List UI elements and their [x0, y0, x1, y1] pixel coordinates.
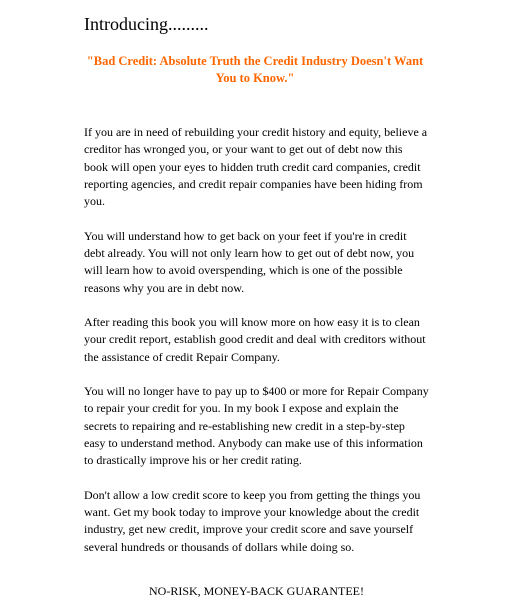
paragraph-get-out-of-debt: You will understand how to get back on your feet if you're in credit debt already. You will not only learn how to get out of debt now, you will learn how to avoid overspending, which is one of the possible reasons why you are in debt now. — [84, 228, 415, 295]
body-text — [84, 124, 429, 573]
guarantee-heading: NO-RISK, MONEY-BACK GUARANTEE! — [149, 584, 364, 598]
paragraph-clean-credit-report: After reading this book you will know more on how easy it is to clean your credit report, establish good credit and deal with creditors without the assistance of credit Repair Company. — [84, 315, 426, 364]
paragraph-call-to-action: Don't allow a low credit score to keep you from getting the things you want. Get my book today to improve your knowledge about the credit industry, get new credit, improve your credit score and save yourself several hundreds or thousands of dollars while doing so. — [84, 487, 421, 554]
paragraph-repair-secrets: You will no longer have to pay up to $400 or more for Repair Company to repair your credit for you. In my book I expose and explain the secrets to repairing and re-establishing new credit in a step-by-step easy to understand method. Anybody can make use of this information to drastically improve his or her credit rating. — [84, 384, 429, 468]
book-title: "Bad Credit: Absolute Truth the Credit Industry Doesn't Want You to Know." — [86, 54, 424, 85]
paragraph-rebuilding-credit: If you are in need of rebuilding your credit history and equity, believe a creditor has wronged you, or your want to get out of debt now this book will open your eyes to hidden truth credit card companies, credit reporting agencies, and credit repair companies have been hiding from you. — [84, 125, 428, 209]
intro-heading: Introducing......... — [84, 14, 209, 34]
